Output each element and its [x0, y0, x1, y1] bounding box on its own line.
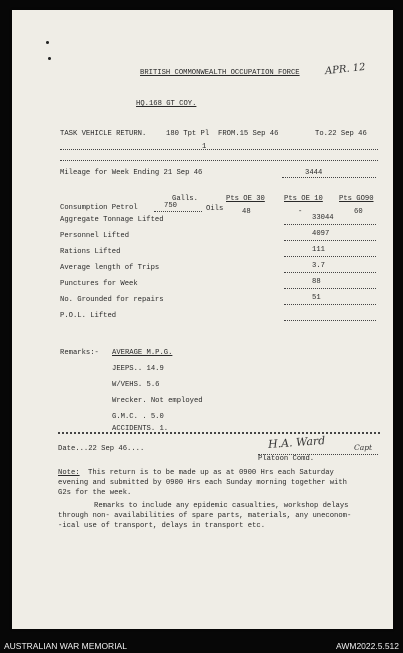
row-label: P.O.L. Lifted: [60, 312, 117, 320]
row-value: 4097: [312, 230, 330, 238]
note-line: through non- availabilities of spare parts, materials, any uneconom-: [58, 512, 352, 520]
dotted-line: [60, 160, 378, 161]
date-label: Date...22 Sep 46....: [58, 445, 145, 453]
dotted-line: [284, 256, 376, 257]
remarks-gmc: G.M.C. . 5.0: [112, 413, 164, 421]
platoon: 180 Tpt Pl: [166, 130, 210, 138]
remarks-jeeps: JEEPS.. 14.9: [112, 365, 164, 373]
note-line: This return is to be made up as at 0900 Hrs each Saturday: [88, 469, 334, 477]
remarks-accidents: ACCIDENTS. 1.: [112, 425, 169, 433]
row-value: 33044: [312, 214, 334, 222]
dotted-line: [284, 272, 376, 273]
dotted-line: [282, 177, 376, 178]
dotted-line: [154, 211, 202, 212]
row-value: 111: [312, 246, 325, 254]
note-label: Note:: [58, 469, 80, 477]
dotted-line: [284, 288, 376, 289]
col-pts10: Pts OE 10: [284, 195, 323, 203]
mileage-label: Mileage for Week Ending 21 Sep 46: [60, 169, 203, 177]
dotted-line: [60, 149, 378, 150]
dotted-line-entry: 1: [202, 143, 207, 151]
dotted-line: [284, 224, 376, 225]
dotted-line: [284, 240, 376, 241]
archive-stamp: APR. 12: [324, 61, 367, 78]
galls-value: 750: [164, 202, 177, 210]
signature-rank: Capt: [354, 443, 373, 452]
footer-accession: AWM2022.5.512: [336, 641, 399, 651]
signature: H.A. Ward: [267, 434, 326, 451]
row-value: 88: [312, 278, 321, 286]
pts30-value: 48: [242, 208, 251, 216]
dotted-line: [284, 320, 376, 321]
note-line: Remarks to include any epidemic casualties, workshop delays: [94, 502, 349, 510]
note-line: evening and submitted by 0900 Hrs each Sunday morning together with: [58, 479, 347, 487]
document-title: BRITISH COMMONWEALTH OCCUPATION FORCE: [140, 69, 300, 77]
pts10-value: -: [298, 208, 303, 216]
mileage-value: 3444: [305, 169, 323, 177]
row-label: Punctures for Week: [60, 280, 138, 288]
row-label: Aggregate Tonnage Lifted: [60, 216, 164, 224]
go90-value: 60: [354, 208, 363, 216]
row-label: Rations Lifted: [60, 248, 121, 256]
footer-credit: AUSTRALIAN WAR MEMORIAL: [4, 641, 127, 651]
col-galls: Galls.: [172, 195, 198, 203]
remarks-label: Remarks:-: [60, 349, 99, 357]
remarks-wrecker: Wrecker. Not employed: [112, 397, 203, 405]
remarks-heading: AVERAGE M.P.G.: [112, 349, 173, 357]
dotted-line: [284, 304, 376, 305]
oils-label: Oils: [206, 205, 224, 213]
col-pts30: Pts OE 30: [226, 195, 265, 203]
row-label: Average length of Trips: [60, 264, 160, 272]
punch-mark: [46, 41, 49, 44]
row-value: 51: [312, 294, 321, 302]
col-go90: Pts GO90: [339, 195, 374, 203]
unit-heading: HQ.168 GT COY.: [136, 100, 197, 108]
note-line: -ical use of transport, delays in transport etc.: [58, 522, 266, 530]
row-label: Personnel Lifted: [60, 232, 130, 240]
row-value: 3.7: [312, 262, 325, 270]
signatory-title: Platoon Comd.: [258, 455, 315, 463]
punch-mark: [48, 57, 51, 60]
note-line: G2s for the week.: [58, 489, 132, 497]
return-label: TASK VEHICLE RETURN.: [60, 130, 147, 138]
period-to: To.22 Sep 46: [315, 130, 367, 138]
period-from: FROM.15 Sep 46: [218, 130, 279, 138]
row-label: No. Grounded for repairs: [60, 296, 164, 304]
dotted-separator: [58, 432, 380, 434]
remarks-wvehs: W/VEHS. 5.6: [112, 381, 160, 389]
consumption-label: Consumption Petrol: [60, 204, 138, 212]
